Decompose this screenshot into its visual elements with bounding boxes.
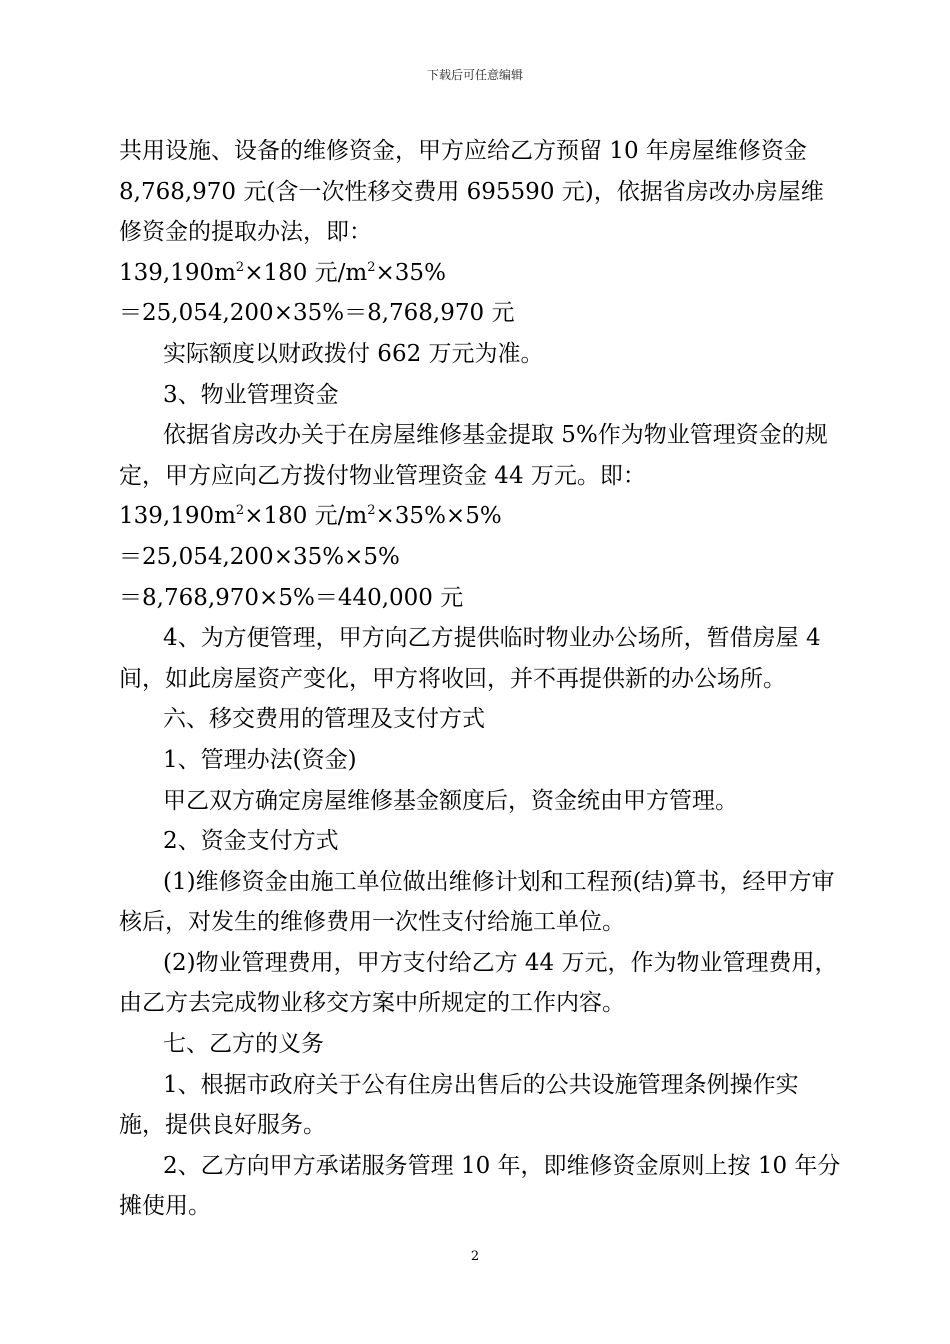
paragraph-property-fund: 依据省房改办关于在房屋维修基金提取 5%作为物业管理资金的规定，甲方应向乙方拨付物业管理资金 44 万元。即： [119, 422, 828, 489]
heading-management-method: 1、管理办法(资金) [163, 746, 357, 773]
formula-3-superscript-b: 2 [367, 503, 376, 519]
paragraph-actual-amount: 实际额度以财政拨付 662 万元为准。 [163, 340, 544, 367]
heading-section-seven: 七、乙方的义务 [163, 1031, 324, 1058]
paragraph-maintenance-fund: 共用设施、设备的维修资金，甲方应给乙方预留 10 年房屋维修资金 8,768,970 元(含一次性移交费用 695590 元)，依据省房改办房屋维修资金的提取办法，即： [119, 138, 824, 246]
formula-line-1 [119, 253, 841, 294]
heading-property-fund: 3、物业管理资金 [163, 381, 339, 408]
paragraph-obligation-1: 1、根据市政府关于公有住房出售后的公共设施管理条例操作实施，提供良好服务。 [119, 1071, 799, 1139]
formula-1-part-b: ×180 元/m [244, 259, 368, 286]
paragraph-payment-method-1: (1)维修资金由施工单位做出维修计划和工程预(结)算书，经甲方审核后，对发生的维修费用一次性支付给施工单位。 [119, 868, 835, 936]
formula-1-part-a: 139,190m [119, 259, 236, 286]
formula-3-part-b: ×180 元/m [244, 503, 368, 530]
paragraph-management-method: 甲乙双方确定房屋维修基金额度后，资金统由甲方管理。 [163, 787, 738, 814]
formula-line-2: ＝25,054,200×35%＝8,768,970 元 [119, 300, 515, 327]
heading-payment-method: 2、资金支付方式 [163, 828, 339, 855]
header-note: 下载后可任意编辑 [426, 68, 523, 82]
formula-line-4: ＝25,054,200×35%×5% [119, 543, 400, 570]
paragraph-payment-method-2: (2)物业管理费用，甲方支付给乙方 44 万元，作为物业管理费用，由乙方去完成物业移交方案中所规定的工作内容。 [119, 949, 838, 1017]
formula-1-part-c: ×35% [375, 259, 446, 286]
page-number: 2 [470, 1249, 480, 1264]
formula-1-superscript-b: 2 [367, 259, 376, 275]
document-body [119, 131, 841, 1227]
formula-line-5: ＝8,768,970×5%＝440,000 元 [119, 584, 464, 611]
formula-3-superscript-a: 2 [235, 503, 245, 519]
formula-3-part-c: ×35%×5% [375, 503, 502, 530]
paragraph-office-space: 4、为方便管理，甲方向乙方提供临时物业办公场所，暂借房屋 4 间，如此房屋资产变化，甲方将收回，并不再提供新的办公场所。 [119, 625, 821, 692]
paragraph-obligation-2: 2、乙方向甲方承诺服务管理 10 年，即维修资金原则上按 10 年分摊使用。 [119, 1152, 841, 1220]
formula-line-3 [119, 496, 841, 537]
formula-3-part-a: 139,190m [119, 503, 236, 530]
heading-section-six: 六、移交费用的管理及支付方式 [163, 706, 485, 733]
formula-1-superscript-a: 2 [235, 259, 245, 275]
